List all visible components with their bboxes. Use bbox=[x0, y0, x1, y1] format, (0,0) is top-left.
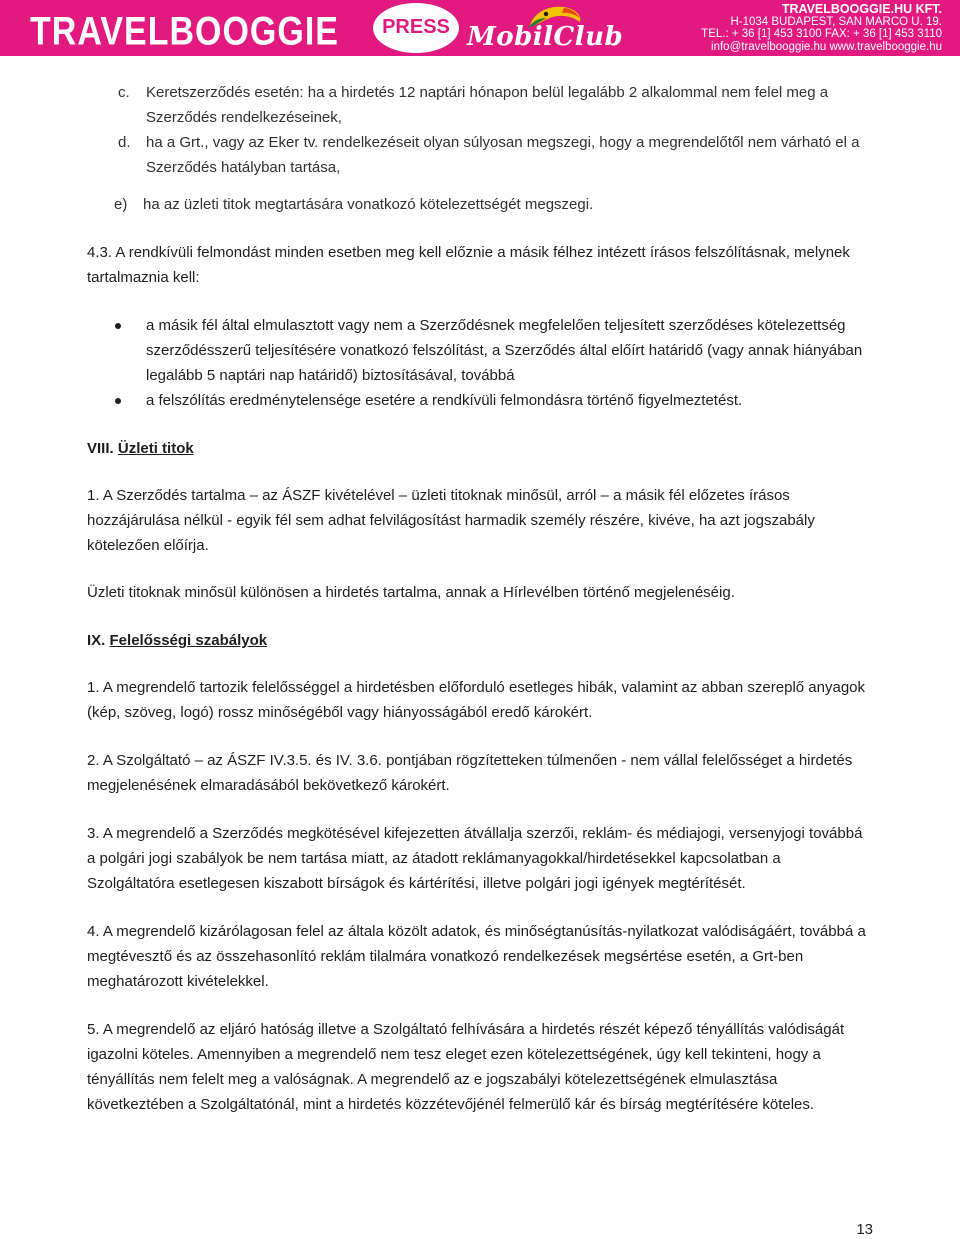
company-info bbox=[701, 3, 942, 53]
paragraph: 3. A megrendelő a Szerződés megkötésével kifejezetten átvállalja szerzői, reklám- és médiajogi, versenyjogi továbbá a polgári jogi szabályok be nem tartása miatt, az átadott reklámanyagokkal/hirdetésekkel kapcsolatban a Szolgáltatóra esetlegesen kiszabott bírságok és kártérítési, illetve polgári jogi igények megtérítését. bbox=[87, 825, 863, 892]
press-logo-text: PRESS bbox=[382, 16, 450, 38]
section-heading-ix bbox=[87, 628, 872, 653]
bullet-icon bbox=[115, 398, 121, 404]
page-number: 13 bbox=[856, 1221, 873, 1238]
company-phone: TEL.: + 36 [1] 453 3100 FAX: + 36 [1] 453 3110 bbox=[701, 28, 942, 41]
header-banner bbox=[0, 0, 960, 56]
section-heading-viii bbox=[87, 436, 872, 461]
company-contact: info@travelbooggie.hu www.travelbooggie.hu bbox=[711, 40, 942, 53]
travelbooggie-logo: TRAVELBOOGGIE bbox=[30, 9, 339, 54]
list-item-d bbox=[87, 130, 872, 180]
bullet-text: a felszólítás eredménytelensége esetére a rendkívüli felmondásra történő figyelmeztetést. bbox=[146, 392, 743, 409]
bullet-list bbox=[87, 313, 872, 413]
section-number: VIII. bbox=[87, 440, 114, 457]
paragraph: 5. A megrendelő az eljáró hatóság illetve a Szolgáltató felhívására a hirdetés részét képező tényállítás valódiságát igazolni köteles. Amennyiben a megrendelő nem tesz eleget ezen kötelezettségének, úgy kell tekinteni, hogy a tényállítás nem felelt meg a valóságnak. A megrendelő az e jogszabályi kötelezettségének elmulasztása következtében a Szolgáltatónál, mint a hirdetés közzétevőjénél felmerülő kár és bírság megtérítésére köteles. bbox=[87, 1021, 845, 1113]
paragraph: 1. A megrendelő tartozik felelősséggel a hirdetésben előforduló esetleges hibák, valamint az abban szereplő anyagok (kép, szöveg, logó) rossz minőségéből vagy hiányosságából eredő károkért. bbox=[87, 679, 866, 721]
bullet-icon bbox=[115, 323, 121, 329]
paragraph: 4. A megrendelő kizárólagosan felel az általa közölt adatok, és minőségtanúsítás-nyilatkozat valódiságáért, továbbá a megtévesztő és az összehasonlító reklám tilalmára vonatkozó rendelkezések megsértése esetén, a Grt-ben meghatározott kivételekkel. bbox=[87, 923, 866, 990]
list-marker: d. bbox=[118, 134, 131, 151]
bullet-text: a másik fél által elmulasztott vagy nem a Szerződésnek megfelelően teljesített szerződéses kötelezettség szerződésszerű teljesítésére vonatkozó felszólítást, a Szerződés által előírt határidő (vagy annak hiányában legalább 5 naptári nap határidő) biztosításával, továbbá bbox=[146, 317, 863, 384]
list-item-text: Keretszerződés esetén: ha a hirdetés 12 naptári hónapon belül legalább 2 alkalommal nem felel meg a Szerződés rendelkezéseinek, bbox=[146, 84, 829, 126]
document-body bbox=[87, 80, 872, 1117]
paragraph: 2. A Szolgáltató – az ÁSZF IV.3.5. és IV. 3.6. pontjában rögzítetteken túlmenően - nem vállal felelősséget a hirdetés megjelenésének elmaradásából bekövetkező károkért. bbox=[87, 752, 853, 794]
list-marker: c. bbox=[118, 84, 130, 101]
mobilclub-logo: MobilClub bbox=[467, 22, 624, 52]
bullet-item bbox=[146, 313, 872, 388]
paragraph: 1. A Szerződés tartalma – az ÁSZF kivételével – üzleti titoknak minősül, arról – a másik fél előzetes írásos hozzájárulása nélkül - egyik fél sem adhat felvilágosítást harmadik személy részére, kivéve, ha azt jogszabály kötelezően előírja. bbox=[87, 487, 815, 554]
press-logo bbox=[373, 3, 459, 53]
company-address: H-1034 BUDAPEST, SAN MARCO U. 19. bbox=[730, 15, 942, 28]
list-item-text: ha az üzleti titok megtartására vonatkozó kötelezettségét megszegi. bbox=[143, 196, 594, 213]
section-number: IX. bbox=[87, 632, 106, 649]
paragraph: Üzleti titoknak minősül különösen a hirdetés tartalma, annak a Hírlevélben történő megjelenéséig. bbox=[87, 584, 735, 601]
paragraph-4-3: 4.3. A rendkívüli felmondást minden esetben meg kell előznie a másik félhez intézett írásos felszólításnak, melynek tartalmaznia kell: bbox=[87, 244, 850, 286]
section-title: Felelősségi szabályok bbox=[109, 632, 268, 649]
list-item-text: ha a Grt., vagy az Eker tv. rendelkezéseit olyan súlyosan megszegi, hogy a megrendelőtől nem várható el a Szerződés hatályban tartása, bbox=[146, 134, 860, 176]
list-marker: e) bbox=[114, 196, 128, 213]
company-name: TRAVELBOOGGIE.HU KFT. bbox=[781, 2, 942, 16]
list-item-c bbox=[87, 80, 872, 130]
list-item-e bbox=[87, 192, 872, 217]
bullet-item bbox=[146, 388, 872, 413]
section-title: Üzleti titok bbox=[117, 440, 194, 457]
